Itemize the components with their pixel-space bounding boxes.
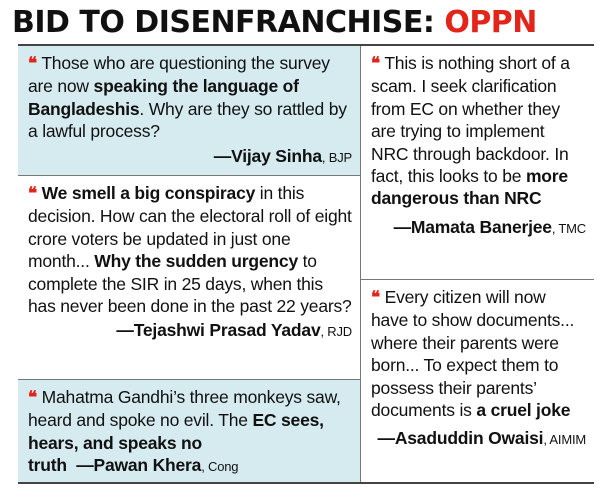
quote-attribution bbox=[371, 216, 586, 240]
quote-pawan-khera bbox=[18, 380, 360, 482]
quote-attribution bbox=[371, 427, 586, 451]
quote-text-part: in this decision. How can the electoral roll of eight crore voters be updated in just one month... bbox=[28, 183, 352, 272]
quote-asaduddin-owaisi bbox=[361, 280, 594, 482]
quote-emphasis: more dangerous than NRC bbox=[371, 166, 568, 209]
speaker-name: —Tejashwi Prasad Yadav bbox=[116, 320, 321, 341]
quote-attribution bbox=[28, 319, 352, 343]
quote-vijay-sinha bbox=[18, 46, 360, 175]
quote-text-part: . Why are they so rattled by a lawful process? bbox=[28, 98, 347, 142]
row-divider bbox=[18, 175, 360, 176]
quotes-grid bbox=[18, 44, 594, 484]
quote-text bbox=[371, 286, 586, 421]
quote-text-part: Every citizen will now have to show documents... where their parents were born... To expect them to possess their parents’ documents is bbox=[371, 287, 575, 421]
quote-attribution bbox=[28, 145, 352, 169]
quote-emphasis: EC sees, hears, and speaks no truth bbox=[28, 410, 324, 476]
speaker-name: —Mamata Banerjee bbox=[393, 216, 552, 237]
speaker-party: , RJD bbox=[320, 324, 352, 340]
quote-emphasis: a cruel joke bbox=[476, 400, 571, 421]
speaker-party: , TMC bbox=[551, 220, 586, 236]
speaker-party: , BJP bbox=[321, 149, 352, 165]
speaker-name: —Asaduddin Owaisi bbox=[377, 428, 544, 449]
quote-mark-icon: ❝ bbox=[28, 54, 37, 74]
speaker-name: —Pawan Khera bbox=[76, 455, 202, 476]
quote-text-part: Mahatma Gandhi’s three monkeys saw, heard and spoke no evil. The bbox=[28, 387, 341, 431]
quote-text bbox=[371, 52, 586, 210]
quote-emphasis: We smell a big conspiracy bbox=[41, 183, 256, 203]
speaker-party: , AIMIM bbox=[543, 432, 586, 448]
headline-main: BID TO DISENFRANCHISE: bbox=[12, 5, 445, 40]
quote-text bbox=[28, 182, 352, 317]
quote-text bbox=[28, 386, 352, 479]
quote-emphasis: Why the sudden urgency bbox=[94, 251, 298, 272]
quote-attribution bbox=[76, 455, 238, 475]
quote-text-part: This is nothing short of a scam. I seek clarification from EC on whether they are trying to implement NRC through backdoor. In fact, this looks to be bbox=[371, 53, 570, 187]
quote-mark-icon: ❝ bbox=[28, 388, 37, 408]
quote-text bbox=[28, 52, 352, 143]
quote-text-part: to complete the SIR in 25 days, when this has never been done in the past 22 years? bbox=[28, 251, 352, 317]
headline bbox=[12, 4, 592, 42]
quote-mamata-banerjee bbox=[361, 46, 594, 279]
row-divider bbox=[18, 379, 360, 380]
headline-accent: OPPN bbox=[444, 5, 537, 40]
speaker-party: , Cong bbox=[201, 459, 239, 475]
quote-tejashwi-yadav bbox=[18, 176, 360, 379]
quote-mark-icon: ❝ bbox=[371, 288, 380, 308]
speaker-name: —Vijay Sinha bbox=[213, 145, 322, 166]
quote-emphasis: speaking the language of Bangladeshis bbox=[28, 76, 299, 119]
quote-mark-icon: ❝ bbox=[28, 184, 37, 204]
quote-mark-icon: ❝ bbox=[371, 54, 380, 74]
quote-text-part: Those who are questioning the survey are now bbox=[28, 53, 330, 97]
